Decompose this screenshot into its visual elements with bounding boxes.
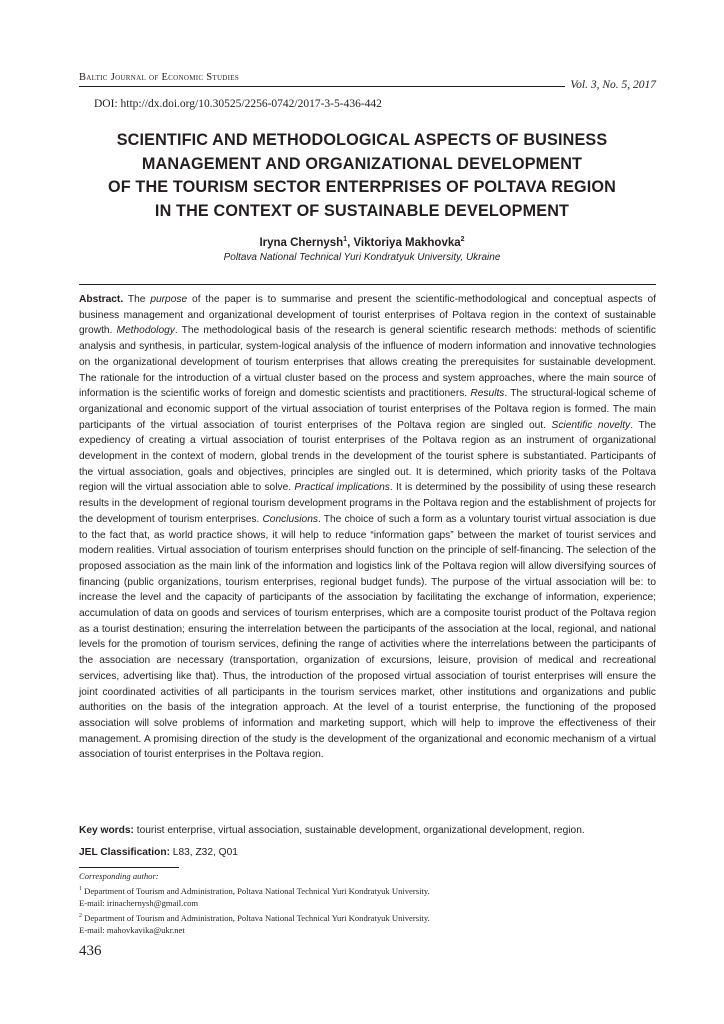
abstract-label: Abstract. bbox=[79, 294, 124, 305]
doi-link[interactable]: DOI: http://dx.doi.org/10.30525/2256-0742/2017-3-5-436-442 bbox=[94, 98, 382, 110]
keywords bbox=[79, 823, 656, 838]
footnote-text: Department of Tourism and Administration, Poltava National Technical Yuri Kondratyuk University. bbox=[82, 885, 430, 896]
author-list bbox=[70, 236, 654, 249]
paper-title bbox=[70, 129, 654, 223]
footnote-mark: 1 bbox=[79, 885, 82, 892]
footnote-2 bbox=[79, 910, 656, 924]
abstract bbox=[79, 292, 656, 763]
abstract-novelty: Scientific novelty bbox=[551, 419, 631, 431]
jel-label: JEL Classification: bbox=[79, 847, 170, 858]
abstract-text: The bbox=[123, 294, 151, 305]
abstract-purpose: purpose bbox=[150, 294, 188, 305]
author-name: Viktoriya Makhovka bbox=[353, 236, 461, 249]
affiliation: Poltava National Technical Yuri Kondratyuk University, Ukraine bbox=[223, 252, 501, 263]
volume-info: Vol. 3, No. 5, 2017 bbox=[570, 79, 656, 91]
footnote-rule bbox=[79, 867, 179, 868]
abstract-implications: Practical implications bbox=[294, 482, 390, 494]
title-line: SCIENTIFIC AND METHODOLOGICAL ASPECTS OF BUSINESS bbox=[116, 131, 608, 149]
abstract-text: . It is determined by the possibility of using these research results in the development of regional tourism development programs in the Poltava region and the establishment of projects for the development of tourism enterprises. bbox=[79, 482, 656, 525]
footnotes bbox=[79, 870, 656, 937]
abstract-results: Results bbox=[470, 388, 505, 400]
keywords-label: Key words: bbox=[79, 825, 134, 836]
abstract-divider bbox=[79, 284, 656, 285]
jel-classification bbox=[79, 845, 656, 860]
email-2[interactable]: E-mail: mahovkavika@ukr.net bbox=[79, 925, 185, 936]
abstract-text: . The structural-logical scheme of organizational and economic support of the virtual association of tourist enterprises of the Poltava region is formed. The main participants of the virtual association of tourist enterprises of the Poltava region are singled out. bbox=[79, 388, 656, 431]
abstract-text: . The choice of such a form as a voluntary tourist virtual association is due to the fact that, as world practice shows, it will help to reduce “information gaps” between the market of tourist services and modern realities. Virtual association of tourism enterprises should function on the principle of self-financing. The selection of the proposed association as the main link of the information and logistics link of the Poltava region will allow diversifying sources of financing (public organizations, tourism enterprises, regional budget funds). The purpose of the virtual association will be: to increase the level and the capacity of participants of the association by facilitating the exchange of information, experience; accumulation of data on goods and services of tourism enterprises, which are a composite tourist product of the Poltava region as a tourist destination; ensuring the interrelation between the participants of the association at the local, regional, and national levels for the promotion of tourism services, defining the range of activities where the interrelations between the participants of the association are necessary (transportation, organization of excursions, leisure, provision of medical and recreational services, advertising like that). Thus, the introduction of the proposed virtual association of tourist enterprises will ensure the joint coordinated activities of all participants in the tourism services market, other institutions and organizations and public authorities on the basis of the integration approach. At the level of a tourist enterprise, the functioning of the proposed association will solve problems of information and marketing support, which will help to improve the effectiveness of their management. A promising direction of the study is the development of the organizational and economic mechanism of a virtual association of tourist enterprises in the Poltava region. bbox=[79, 513, 656, 761]
jel-codes: L83, Z32, Q01 bbox=[169, 847, 238, 858]
running-header bbox=[79, 72, 656, 96]
author-separator: , bbox=[347, 236, 354, 249]
abstract-text: of the paper is to summarise and present the scientific-methodological and conceptual aspects of business management and organizational development of tourist enterprises of Poltava region in the context of sustainable growth. bbox=[79, 294, 656, 337]
author-mark: 1 bbox=[343, 236, 348, 243]
title-line: IN THE CONTEXT OF SUSTAINABLE DEVELOPMENT bbox=[154, 201, 570, 220]
keywords-text: tourist enterprise, virtual association, sustainable development, organizational development, region. bbox=[133, 825, 585, 836]
abstract-text: . The methodological basis of the research is general scientific research methods: methods of scientific analysis and synthesis, in particular, system-logical analysis of the influence of modern information and innovative technologies on the organizational development of tourism enterprises that allows creating the prerequisites for sustainable development. The rationale for the introduction of a virtual cluster based on the process and system approaches, where the main source of information is the scientific works of foreign and domestic scientists and practitioners. bbox=[79, 325, 656, 400]
page-number: 436 bbox=[79, 943, 102, 959]
footnote-1 bbox=[79, 883, 656, 897]
corresponding-label: Corresponding author: bbox=[79, 871, 159, 881]
abstract-conclusions: Conclusions bbox=[262, 513, 318, 525]
email-1[interactable]: E-mail: irinachernysh@gmail.com bbox=[79, 898, 199, 909]
footnote-text: Department of Tourism and Administration, Poltava National Technical Yuri Kondratyuk University. bbox=[82, 912, 430, 923]
footnote-mark: 2 bbox=[79, 912, 82, 919]
abstract-text: . The expediency of creating a virtual association of tourist enterprises of the Poltava region as an instrument of organizational development in the context of modern, global trends in the development of the tourist sphere is substantiated. Participants of the virtual association, goals and objectives, principles are singled out. It is determined, which priority tasks of the Poltava region will the virtual association able to solve. bbox=[79, 419, 657, 494]
abstract-methodology: Methodology bbox=[116, 325, 175, 337]
author-mark: 2 bbox=[460, 236, 465, 243]
header-rule bbox=[79, 86, 565, 87]
title-line: MANAGEMENT AND ORGANIZATIONAL DEVELOPMENT bbox=[141, 154, 583, 173]
title-line: OF THE TOURISM SECTOR ENTERPRISES OF POLTAVA REGION bbox=[108, 178, 616, 196]
author-name: Iryna Chernysh bbox=[259, 236, 344, 249]
journal-name: Baltic Journal of Economic Studies bbox=[79, 72, 240, 83]
